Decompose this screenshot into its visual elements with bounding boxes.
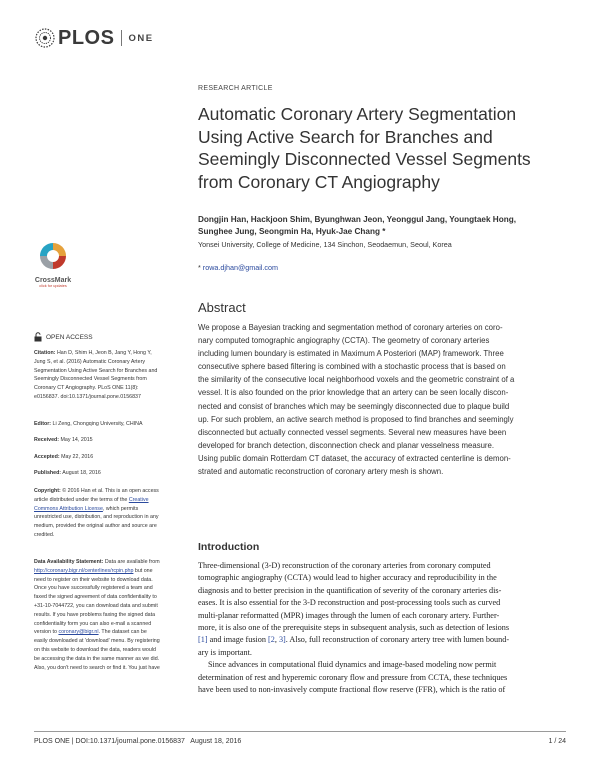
crossmark-sub: click for updates [39, 284, 67, 288]
abstract-line: Using public domain Rotterdam CT dataset, the accuracy of extracted centerline is demon- [198, 453, 511, 463]
email-prefix: * [198, 263, 203, 272]
introduction-heading: Introduction [198, 541, 260, 553]
article-type: RESEARCH ARTICLE [198, 85, 273, 92]
data-link[interactable]: http://coronary.bigr.nl/centerlines/rcpin.php [34, 567, 134, 574]
accepted-label: Accepted: [34, 454, 60, 460]
das-line: Once you have successfully registered a team and [34, 585, 153, 592]
title-line: Using Active Search for Branches and [198, 126, 493, 147]
abstract-line: including lumen boundary is estimated in Maximum A Posteriori (MAP) framework. Three [198, 349, 504, 359]
intro-line: determination of rest and hyperemic coronary flow and pressure from CCTA, these techniques [198, 672, 508, 682]
citation-line: Jung S, et al. (2016) Automatic Coronary Artery [34, 358, 145, 365]
published-label: Published: [34, 470, 62, 476]
introduction-body [198, 560, 570, 696]
citation-line: Coronary CT Angiography. PLoS ONE 11(8): [34, 385, 139, 392]
intro-line-refs [198, 634, 570, 646]
license-link[interactable]: Commons Attribution License [34, 505, 103, 512]
journal-wordmark: ONE [128, 32, 154, 44]
reference-link[interactable]: [2 [268, 635, 275, 645]
editor-block [34, 420, 189, 429]
das-line: on this website to download the data, readers would [34, 646, 156, 653]
affiliation: Yonsei University, College of Medicine, 134 Sinchon, Seodaemun, Seoul, Korea [198, 240, 452, 249]
plos-wordmark: PLOS [58, 26, 115, 49]
das-text: version to [34, 629, 59, 636]
open-access [34, 332, 93, 342]
correspondence [198, 263, 278, 272]
published-date: August 18, 2016 [61, 470, 101, 476]
reference-link[interactable]: 3] [278, 635, 286, 645]
received-block [34, 436, 189, 445]
intro-line: Three-dimensional (3-D) reconstruction of the coronary arteries from coronary computed [198, 561, 491, 570]
crossmark-badge[interactable] [33, 241, 73, 288]
das-text: . The dataset can be [98, 629, 147, 636]
crossmark-label: CrossMark [34, 277, 72, 284]
citation-text: Han D, Shim H, Jeon B, Jang Y, Hong Y, [55, 350, 152, 356]
ref-separator: , [274, 635, 279, 645]
abstract-line: strated and automatic reconstruction of coronary artery mesh is shown. [198, 467, 444, 477]
das-line: Also, you don't need to search or find it. You just have [34, 664, 160, 671]
received-date: May 14, 2015 [59, 437, 93, 443]
open-access-label: OPEN ACCESS [46, 333, 93, 341]
abstract-line: developed for branch detection, disconnection check and planar vesselness measure. [198, 440, 495, 450]
abstract-line: We propose a Bayesian tracking and segmentation method of coronary arteries on coro- [198, 323, 503, 332]
title-line: Seemingly Disconnected Vessel Segments [198, 149, 531, 169]
intro-text: . Also, full reconstruction of coronary artery tree with lumen bound- [285, 635, 510, 645]
intro-line: ary is important. [198, 647, 252, 657]
abstract-line: consecutive sphere based filtering is combined with a stochastic process that is based on [198, 362, 506, 372]
intro-line: Since advances in computational fluid dynamics and image-based modeling now permit [208, 660, 497, 670]
das-line: +31-10-7044722, you can download data and submit [34, 602, 158, 609]
editor-text: Li Zeng, Chongqing University, CHINA [51, 421, 143, 427]
copyright-label: Copyright: [34, 488, 61, 494]
article-title [198, 103, 568, 193]
das-line: need to register on their website to download data. [34, 576, 153, 583]
abstract-heading: Abstract [198, 300, 246, 315]
copyright-block [34, 487, 189, 540]
email-link[interactable]: rowa.djhan@gmail.com [202, 263, 279, 272]
abstract-body [198, 321, 570, 478]
intro-line: multi-planar reformatted (MPR) images through the lumen of each coronary artery. Further- [198, 610, 500, 620]
abstract-line: nary computed tomographic angiography (CCTA). The geometry of coronary arteries [198, 336, 490, 346]
accepted-block [34, 453, 189, 462]
footer-citation: PLOS ONE | DOI:10.1371/journal.pone.0156837 August 18, 2016 [34, 738, 242, 745]
copyright-text: , which permits [102, 505, 139, 512]
authors-line: Sunghee Jung, Seongmin Ha, Hyuk-Jae Chang * [198, 226, 386, 236]
das-line: results. If you have problems faxing the signed data [34, 611, 156, 618]
abstract-line: vessel. It is also founded on the prior knowledge that an artery can be seen locally discon- [198, 388, 509, 398]
das-text: Data are available from [103, 559, 160, 565]
citation-label: Citation: [34, 350, 56, 356]
copyright-line: unrestricted use, distribution, and reproduction in any [34, 514, 159, 521]
abstract-line: nected and consist of branches which may be seemingly disconnected due to plaque build [198, 401, 510, 411]
das-line: faxed the signed agreement of data confidentiality to [34, 594, 157, 601]
license-link[interactable]: Creative [128, 496, 149, 503]
das-email-link[interactable]: coronary@bigr.nl [58, 629, 99, 636]
page-number: 1 / 24 [548, 738, 566, 745]
intro-text: and image fusion [207, 635, 269, 645]
editor-label: Editor: [34, 421, 52, 427]
das-line: be accessing the data in the same manner as we did. [34, 655, 160, 662]
das-line: easily downloaded at 'download' menu. By registering [34, 638, 160, 645]
data-availability-block [34, 558, 189, 672]
open-lock-icon [34, 332, 42, 342]
intro-line: more, it is also one of the prerequisite steps in subsequent analysis, such as detection of lesions [198, 623, 510, 633]
das-line: confidentiality form you can also e-mail a scanned [34, 620, 152, 627]
intro-line: have been used to non-invasively compute fractional flow reserve (FFR), which is the ratio of [198, 685, 506, 695]
title-line: from Coronary CT Angiography [198, 171, 440, 192]
citation-block [34, 349, 189, 402]
copyright-text: © 2016 Han et al. This is an open access [60, 488, 159, 494]
intro-line: tomographic angiography (CCTA) would lead to higher accuracy and reproducibility in the [198, 573, 497, 583]
logo-divider [121, 30, 122, 46]
authors-line: Dongjin Han, Hackjoon Shim, Byunghwan Jeon, Yeonggul Jang, Youngtaek Hong, [198, 215, 516, 224]
plos-one-logo[interactable] [34, 27, 154, 49]
citation-line: e0156837. doi:10.1371/journal.pone.0156837 [34, 393, 141, 400]
abstract-line: the similarity of the consecutive local neighborhood voxels and the geometric constraint of a [198, 375, 515, 385]
accepted-date: May 22, 2016 [59, 454, 94, 460]
crossmark-icon [33, 241, 73, 271]
abstract-line: up. For such problem, an active search method is proposed to find branches and seemingly [198, 414, 514, 424]
citation-line: Segmentation Using Active Search for Branches and [34, 367, 158, 374]
title-line: Automatic Coronary Artery Segmentation [198, 104, 517, 124]
reference-link[interactable]: [1] [198, 635, 208, 645]
copyright-line: medium, provided the original author and source are [34, 523, 157, 530]
plos-logo-icon [34, 27, 56, 49]
abstract-line: disconnected but actually connected vessel segments. Several new measures have been [198, 427, 507, 437]
footer-divider [34, 731, 566, 732]
data-availability-label: Data Availability Statement: [34, 559, 104, 565]
copyright-line: credited. [34, 531, 55, 538]
received-label: Received: [34, 437, 60, 443]
author-list [198, 214, 568, 237]
copyright-text: article distributed under the terms of the [34, 496, 129, 503]
published-block [34, 469, 189, 478]
das-text: but one [133, 567, 153, 574]
intro-line: eases. It is also essential for the 3-D reconstruction and post-processing tools such as curved [198, 598, 501, 608]
intro-line: diagnosis and to better precision in the quantification of severity of the coronary arteries dis- [198, 585, 502, 595]
citation-line: Seemingly Disconnected Vessel Segments from [34, 376, 147, 383]
